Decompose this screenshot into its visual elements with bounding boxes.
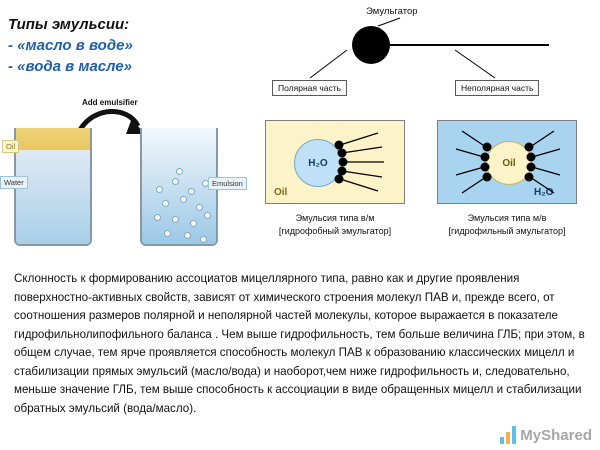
droplet xyxy=(164,230,171,237)
droplet xyxy=(180,196,187,203)
droplet xyxy=(172,216,179,223)
droplet xyxy=(162,200,169,207)
droplet xyxy=(154,214,161,221)
droplet xyxy=(204,212,211,219)
surfactant-tails-ow xyxy=(438,121,578,205)
myshared-logo-icon xyxy=(500,426,516,444)
nonpolar-part-label: Неполярная часть xyxy=(455,80,539,96)
panel-oil-in-water xyxy=(437,120,577,204)
micelle-core-oil: Oil xyxy=(486,141,532,185)
panel-water-in-oil xyxy=(265,120,405,204)
title-bullet-oil-in-water: - «масло в воде» xyxy=(8,37,133,54)
water-layer xyxy=(16,150,90,244)
body-paragraph: Склонность к формированию ассоциатов мицеллярного типа, равно как и другие проявления поверхностно-активных свойств, зависят от химического строения молекул ПАВ и, прежде всего, от соотношения размеров полярной и неполярной частей молекулы, которое выражается в показателе гидрофильнолипофильного баланса . Чем выше гидрофильность, тем больше величина ГЛБ; при этом, в общем случае, тем ярче проявляется способность молекул ПАВ к образованию классических мицелл и стабилизации прямых эмульсий (масло/вода) и наоборот,чем ниже гидрофильность и, следовательно, меньше значение ГЛБ, тем выше способность к ассоциации в виде обращенных мицелл и стабилизации обратных эмульсий (вода/масло). xyxy=(14,272,585,415)
caption-wo-line1: Эмульсия типа в/м xyxy=(295,213,375,223)
beaker-after xyxy=(140,128,218,246)
droplet xyxy=(188,188,195,195)
caption-ow-line2: [гидрофильный эмульгатор] xyxy=(448,226,566,236)
surfactant-tails-wo xyxy=(266,121,406,205)
droplet xyxy=(196,204,203,211)
droplet xyxy=(200,236,207,243)
caption-wo-line2: [гидрофобный эмульгатор] xyxy=(278,226,392,236)
emulsifier-title: Эмульгатор xyxy=(366,6,418,17)
water-tag: Water xyxy=(0,176,28,189)
droplet xyxy=(156,186,163,193)
panel-ow-outer-label: H₂O xyxy=(534,187,554,198)
caption-oil-in-water xyxy=(432,212,582,238)
watermark-text: MyShared xyxy=(520,426,592,444)
title-bullet-water-in-oil: - «вода в масле» xyxy=(8,58,132,75)
droplet xyxy=(172,178,179,185)
panel-wo-outer-label: Oil xyxy=(274,187,288,198)
oil-tag: Oil xyxy=(2,140,19,153)
page-title: Типы эмульсии: xyxy=(8,16,130,33)
emulsion-tag: Emulsion xyxy=(208,177,247,190)
add-emulsifier-label: Add emulsifier xyxy=(82,98,138,107)
droplet xyxy=(184,232,191,239)
caption-water-in-oil xyxy=(260,212,410,238)
caption-ow-line1: Эмульсия типа м/в xyxy=(467,213,547,223)
micelle-core-water: H₂O xyxy=(294,139,342,187)
droplet xyxy=(176,168,183,175)
droplet xyxy=(190,220,197,227)
watermark xyxy=(500,426,592,444)
polar-part-label: Полярная часть xyxy=(272,80,347,96)
oil-layer xyxy=(16,128,90,150)
